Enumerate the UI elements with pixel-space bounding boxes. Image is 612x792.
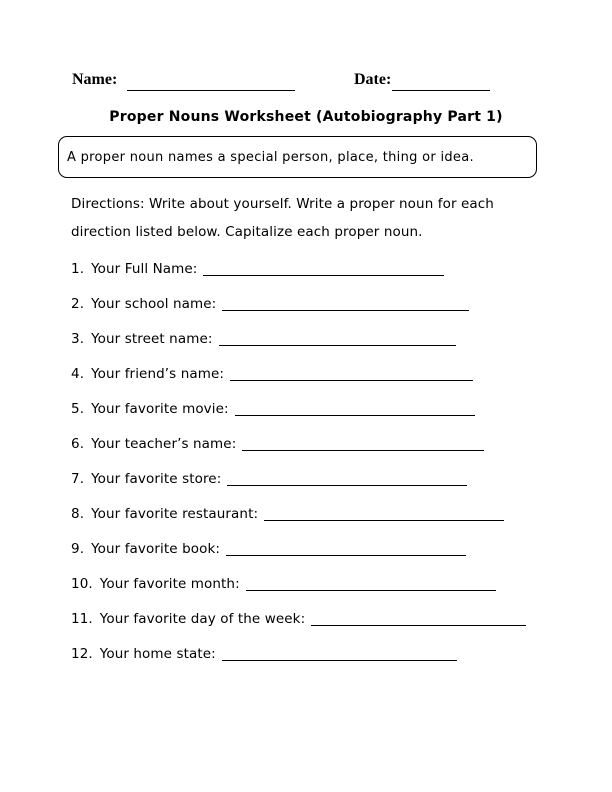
directions bbox=[71, 190, 551, 246]
worksheet-item bbox=[71, 322, 601, 357]
worksheet-item bbox=[71, 287, 601, 322]
item-label: Your favorite day of the week: bbox=[99, 611, 306, 627]
worksheet-item bbox=[71, 357, 601, 392]
item-blank-line bbox=[222, 656, 457, 661]
item-label: Your home state: bbox=[99, 646, 216, 662]
item-blank-line bbox=[222, 306, 469, 311]
item-number: 4. bbox=[71, 366, 85, 382]
item-number: 3. bbox=[71, 331, 85, 347]
item-blank-line bbox=[219, 341, 456, 346]
name-blank-line bbox=[127, 90, 295, 91]
item-blank-line bbox=[246, 586, 496, 591]
item-blank-line bbox=[264, 516, 504, 521]
item-label: Your favorite month: bbox=[99, 576, 240, 592]
worksheet-item bbox=[71, 462, 601, 497]
items-list bbox=[71, 252, 601, 672]
worksheet-item bbox=[71, 497, 601, 532]
directions-line: direction listed below. Capitalize each proper noun. bbox=[71, 224, 423, 240]
worksheet-item bbox=[71, 252, 601, 287]
date-label: Date: bbox=[354, 71, 392, 88]
item-blank-line bbox=[226, 551, 466, 556]
header-row bbox=[0, 71, 612, 93]
item-blank-line bbox=[235, 411, 475, 416]
worksheet-item bbox=[71, 427, 601, 462]
item-label: Your favorite store: bbox=[91, 471, 222, 487]
item-label: Your favorite restaurant: bbox=[91, 506, 259, 522]
item-label: Your street name: bbox=[91, 331, 213, 347]
worksheet-item bbox=[71, 532, 601, 567]
item-label: Your friend’s name: bbox=[91, 366, 225, 382]
definition-text: A proper noun names a special person, place, thing or idea. bbox=[67, 149, 474, 165]
date-blank-line bbox=[392, 90, 490, 91]
item-blank-line bbox=[311, 621, 526, 626]
item-number: 12. bbox=[71, 646, 93, 662]
item-label: Your school name: bbox=[91, 296, 217, 312]
item-number: 5. bbox=[71, 401, 85, 417]
item-label: Your favorite movie: bbox=[91, 401, 229, 417]
directions-line: Directions: Write about yourself. Write a proper noun for each bbox=[71, 196, 494, 212]
item-blank-line bbox=[230, 376, 473, 381]
item-number: 7. bbox=[71, 471, 85, 487]
item-blank-line bbox=[227, 481, 467, 486]
item-number: 11. bbox=[71, 611, 93, 627]
worksheet-item bbox=[71, 392, 601, 427]
worksheet-title: Proper Nouns Worksheet (Autobiography Part 1) bbox=[109, 109, 503, 125]
name-label: Name: bbox=[72, 71, 118, 88]
definition-box bbox=[58, 136, 537, 178]
item-number: 1. bbox=[71, 261, 85, 277]
worksheet-item bbox=[71, 567, 601, 602]
item-number: 9. bbox=[71, 541, 85, 557]
item-number: 8. bbox=[71, 506, 85, 522]
worksheet-item bbox=[71, 637, 601, 672]
worksheet-item bbox=[71, 602, 601, 637]
item-number: 2. bbox=[71, 296, 85, 312]
item-blank-line bbox=[242, 446, 484, 451]
item-label: Your Full Name: bbox=[91, 261, 198, 277]
item-blank-line bbox=[203, 271, 444, 276]
item-label: Your favorite book: bbox=[91, 541, 221, 557]
item-label: Your teacher’s name: bbox=[91, 436, 237, 452]
item-number: 6. bbox=[71, 436, 85, 452]
item-number: 10. bbox=[71, 576, 93, 592]
